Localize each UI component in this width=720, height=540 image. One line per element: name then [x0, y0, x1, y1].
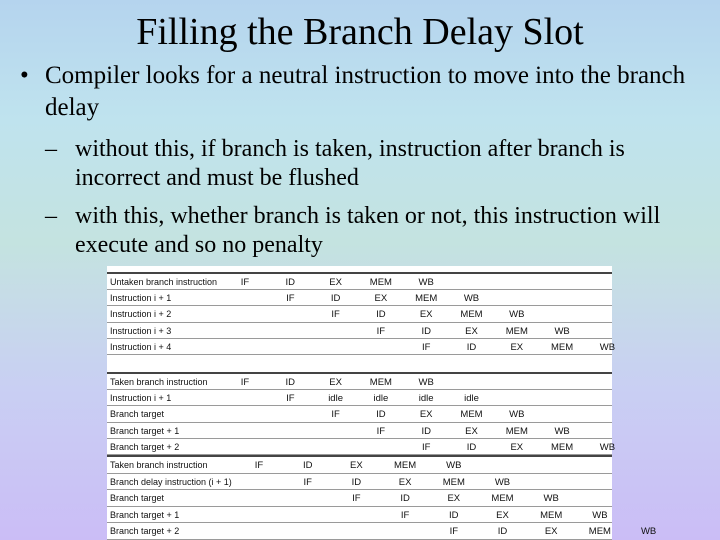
pipeline-row — [107, 274, 612, 290]
pipeline-row — [107, 374, 612, 390]
instruction-label: Branch target + 2 — [110, 526, 180, 537]
pipeline-row — [107, 339, 616, 355]
pipeline-stage-cell: EX — [510, 441, 524, 453]
pipeline-stage-cell: MEM — [460, 309, 483, 321]
pipeline-stage-cell: IF — [240, 377, 250, 388]
instruction-label: Branch target — [110, 409, 165, 420]
pipeline-stage-cell: EX — [465, 425, 478, 437]
pipeline-row — [107, 474, 612, 490]
pipeline-stage-cell: ID — [421, 425, 431, 437]
pipeline-stage-cell: IF — [376, 425, 386, 437]
pipeline-stage-cell: WB — [418, 277, 434, 288]
pipeline-stage-cell: IF — [331, 409, 340, 421]
pipeline-stage-cell: MEM — [505, 425, 528, 437]
pipeline-stage-cell: MEM — [491, 493, 514, 505]
slide-title: Filling the Branch Delay Slot — [136, 11, 584, 53]
sub-bullet-1-text: without this, if branch is taken, instruction after branch is incorrect and must be flushed — [75, 136, 625, 191]
pipeline-row — [107, 457, 612, 473]
pipeline-stage-cell: WB — [599, 441, 616, 453]
pipeline-stage-cell: MEM — [369, 377, 392, 388]
pipeline-stage-cell: ID — [466, 441, 477, 453]
instruction-label: Taken branch instruction — [110, 377, 208, 387]
pipeline-stage-cell: MEM — [415, 293, 438, 305]
pipeline-stage-cell: WB — [599, 341, 616, 353]
pipeline-stage-cell: ID — [302, 460, 313, 471]
pipeline-stage-cell: MEM — [588, 526, 611, 538]
pipeline-stage-cell: EX — [419, 409, 433, 421]
pipeline-stage-cell: idle — [418, 393, 434, 405]
pipeline-row — [107, 523, 657, 539]
pipeline-stage-cell: IF — [240, 277, 250, 288]
pipeline-stage-cell: MEM — [394, 460, 417, 471]
pipeline-row — [107, 439, 616, 455]
pipeline-row — [107, 406, 612, 422]
pipeline-stage-cell: WB — [463, 293, 480, 305]
instruction-label: Instruction i + 4 — [110, 341, 172, 352]
pipeline-stage-cell: ID — [400, 493, 410, 505]
pipeline-stage-cell: EX — [465, 325, 478, 337]
pipeline-stage-cell: IF — [376, 325, 386, 337]
pipeline-stage-cell: IF — [331, 309, 340, 321]
instruction-label: Instruction i + 3 — [110, 325, 172, 336]
instruction-label: Branch target — [110, 493, 165, 504]
main-bullet-text: Compiler looks for a neutral instruction to move into the branch delay — [45, 62, 686, 121]
pipeline-stage-cell: idle — [328, 393, 343, 405]
pipeline-stage-cell: ID — [376, 309, 386, 321]
pipeline-stage-cell: IF — [421, 341, 431, 353]
pipeline-stage-cell: IF — [254, 460, 264, 471]
pipeline-stage-cell: ID — [351, 476, 362, 488]
pipeline-stage-cell: ID — [330, 293, 341, 305]
pipeline-row — [107, 323, 612, 339]
pipeline-stage-cell: ID — [421, 325, 431, 337]
pipeline-stage-cell: ID — [285, 277, 296, 288]
bullet-marker: • — [20, 62, 29, 89]
pipeline-row — [107, 423, 612, 439]
pipeline-stage-cell: EX — [496, 509, 509, 521]
pipeline-stage-cell: IF — [352, 493, 361, 505]
pipeline-stage-cell: WB — [494, 476, 511, 488]
instruction-label: Untaken branch instruction — [110, 277, 218, 287]
pipeline-stage-cell: MEM — [369, 277, 392, 288]
pipeline-stage-cell: IF — [286, 293, 295, 305]
instruction-label: Branch target + 2 — [110, 441, 180, 452]
pipeline-stage-cell: EX — [329, 277, 342, 288]
pipeline-stage-cell: EX — [374, 293, 388, 305]
pipeline-stage-cell: WB — [554, 425, 570, 437]
pipeline-stage-cell: WB — [554, 325, 570, 337]
pipeline-stage-cell: IF — [421, 441, 431, 453]
pipeline-stage-cell: WB — [418, 377, 434, 388]
pipeline-stage-cell: ID — [376, 409, 386, 421]
pipeline-stage-cell: WB — [592, 509, 608, 521]
pipeline-stage-cell: ID — [497, 526, 508, 538]
instruction-label: Taken branch instruction — [110, 460, 208, 470]
instruction-label: Instruction i + 1 — [110, 393, 172, 404]
pipeline-stage-cell: IF — [400, 509, 410, 521]
instruction-label: Instruction i + 1 — [110, 293, 172, 304]
sub-bullet-2-text: with this, whether branch is taken or not, this instruction will execute and so no penalty — [75, 203, 661, 258]
pipeline-stage-cell: EX — [510, 341, 524, 353]
dash-marker: – — [45, 136, 57, 162]
pipeline-stage-cell: IF — [449, 526, 459, 538]
pipeline-stage-cell: EX — [447, 493, 461, 505]
pipeline-stage-cell: WB — [640, 526, 657, 538]
instruction-label: Branch target + 1 — [110, 425, 180, 436]
pipeline-stage-cell: ID — [466, 341, 477, 353]
instruction-label: Instruction i + 2 — [110, 309, 172, 320]
pipeline-stage-cell: MEM — [551, 341, 574, 353]
pipeline-stage-cell: MEM — [551, 441, 574, 453]
pipeline-stage-cell: idle — [373, 393, 389, 405]
pipeline-stage-cell: MEM — [460, 409, 483, 421]
pipeline-stage-cell: MEM — [540, 509, 563, 521]
pipeline-stage-cell: WB — [509, 409, 525, 421]
pipeline-row — [107, 490, 612, 506]
dash-marker: – — [45, 203, 57, 229]
pipeline-row — [107, 507, 612, 523]
pipeline-stage-cell: ID — [285, 377, 296, 388]
pipeline-row — [107, 290, 612, 306]
pipeline-stage-cell: MEM — [505, 325, 528, 337]
pipeline-stage-cell: EX — [419, 309, 433, 321]
row-divider — [107, 354, 612, 355]
pipeline-stage-cell: EX — [544, 526, 558, 538]
pipeline-stage-cell: EX — [329, 377, 342, 388]
pipeline-stage-cell: IF — [286, 393, 295, 405]
pipeline-stage-cell: EX — [350, 460, 363, 471]
pipeline-row — [107, 306, 612, 322]
instruction-label: Branch delay instruction (i + 1) — [110, 476, 232, 487]
pipeline-row — [107, 390, 612, 406]
pipeline-stage-cell: ID — [449, 509, 459, 521]
pipeline-stage-cell: IF — [303, 476, 312, 488]
pipeline-stage-cell: WB — [543, 493, 559, 505]
pipeline-stage-cell: EX — [398, 476, 412, 488]
pipeline-stage-cell: WB — [446, 460, 462, 471]
pipeline-stage-cell: MEM — [442, 476, 465, 488]
pipeline-stage-cell: idle — [464, 393, 479, 405]
instruction-label: Branch target + 1 — [110, 509, 180, 520]
pipeline-diagram-figure — [107, 266, 657, 540]
pipeline-stage-cell: WB — [509, 309, 525, 321]
